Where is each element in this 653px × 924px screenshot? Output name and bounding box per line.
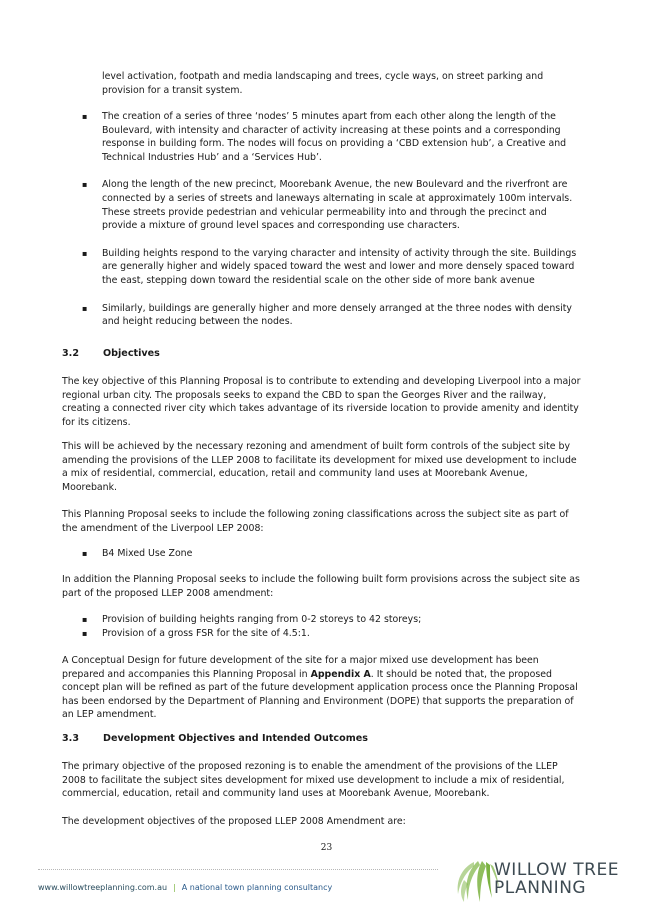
footer-separator: | [173,883,176,892]
bullet-item: ▪ B4 Mixed Use Zone [62,547,582,561]
logo-wordmark [494,861,619,897]
paragraph: In addition the Planning Proposal seeks to include the following built form provisions across the subject site as part of the proposed LLEP 2008 amendment: [62,574,580,599]
bullet-item: ▪ Provision of a gross FSR for the site of 4.5:1. [62,627,582,641]
section-number: 3.2 [62,348,79,359]
continuation-paragraph: level activation, footpath and media landscaping and trees, cycle ways, on street parking and provision for a transit system. [102,71,544,96]
footer-tagline: A national town planning consultancy [181,883,333,892]
section-title: Development Objectives and Intended Outcomes [103,733,368,744]
page-number: 23 [320,843,333,853]
paragraph: This will be achieved by the necessary rezoning and amendment of built form controls of the subject site by amending the provisions of the LLEP 2008 to facilitate its development for mixed use development to include a mix of residential, commercial, education, retail and community land uses at Moorebank Avenue, Moorebank. [62,441,577,493]
bullet-item: ▪ The creation of a series of three ‘nodes’ 5 minutes apart from each other along the length of the Boulevard, with intensity and character of activity increasing at these points and a corresponding response in building form. The nodes will focus on providing a ‘CBD extension hub’, a Creative and Technical Industries Hub’ and a ‘Services Hub’. [62,110,582,164]
section-title: Objectives [103,348,160,359]
section-heading-objectives [62,348,160,359]
paragraph: The key objective of this Planning Proposal is to contribute to extending and developing Liverpool into a major regional urban city. The proposals seeks to expand the CBD to span the Georges River and the railway, creating a connected river city which takes advantage of its riverside location to provide amenity and identity for its citizens. [62,376,581,428]
paragraph: This Planning Proposal seeks to include the following zoning classifications across the subject site as part of the amendment of the Liverpool LEP 2008: [62,509,569,534]
section-number: 3.3 [62,733,79,744]
bullet-list-built-form [62,613,582,640]
text-run: A Conceptual Design for future development of the site for a major mixed use development has been prepared and accompanies this Planning Proposal in [62,655,539,680]
text-run: . It should be noted that, the proposed concept plan will be refined as part of the future development application process once the Planning Proposal has been endorsed by the Department of Planning and Environment (DOPE) that supports the preparation of an LEP amendment. [62,668,578,721]
logo-line-1: WILLOW TREE [494,860,619,880]
section-heading-development-objectives [62,733,368,744]
bullet-item: ▪ Along the length of the new precinct, Moorebank Avenue, the new Boulevard and the riverfront are connected by a series of streets and laneways alternating in scale at approximately 100m intervals. These streets provide pedestrian and vehicular permeability into and through the precinct and provide a mixture of ground level spaces and corresponding use characters. [62,178,582,232]
footer-divider [38,869,438,870]
paragraph: The development objectives of the proposed LLEP 2008 Amendment are: [62,816,406,827]
bullet-item: ▪ Building heights respond to the varying character and intensity of activity through the site. Buildings are generally higher and widely spaced toward the west and lower and more densely spaced toward the east, stepping down toward the residential scale on the other side of more bank avenue [62,247,582,288]
bullet-item: ▪ Provision of building heights ranging from 0-2 storeys to 42 storeys; [62,613,582,627]
bullet-list-zoning [62,547,582,561]
bullet-item: ▪ Similarly, buildings are generally higher and more densely arranged at the three nodes with density and height reducing between the nodes. [62,302,582,329]
footer-contact [38,883,332,892]
paragraph: The primary objective of the proposed rezoning is to enable the amendment of the provisions of the LLEP 2008 to facilitate the subject sites development for mixed use development to include a mix of residential, commercial, education, retail and community land uses at Moorebank Avenue, Moorebank. [62,761,565,800]
paragraph-appendix-reference [62,654,582,722]
logo-line-2: PLANNING [494,878,587,898]
bullet-list-features [62,110,582,329]
appendix-link-text: Appendix A [310,668,371,680]
website-link[interactable]: www.willowtreeplanning.com.au [38,883,168,892]
